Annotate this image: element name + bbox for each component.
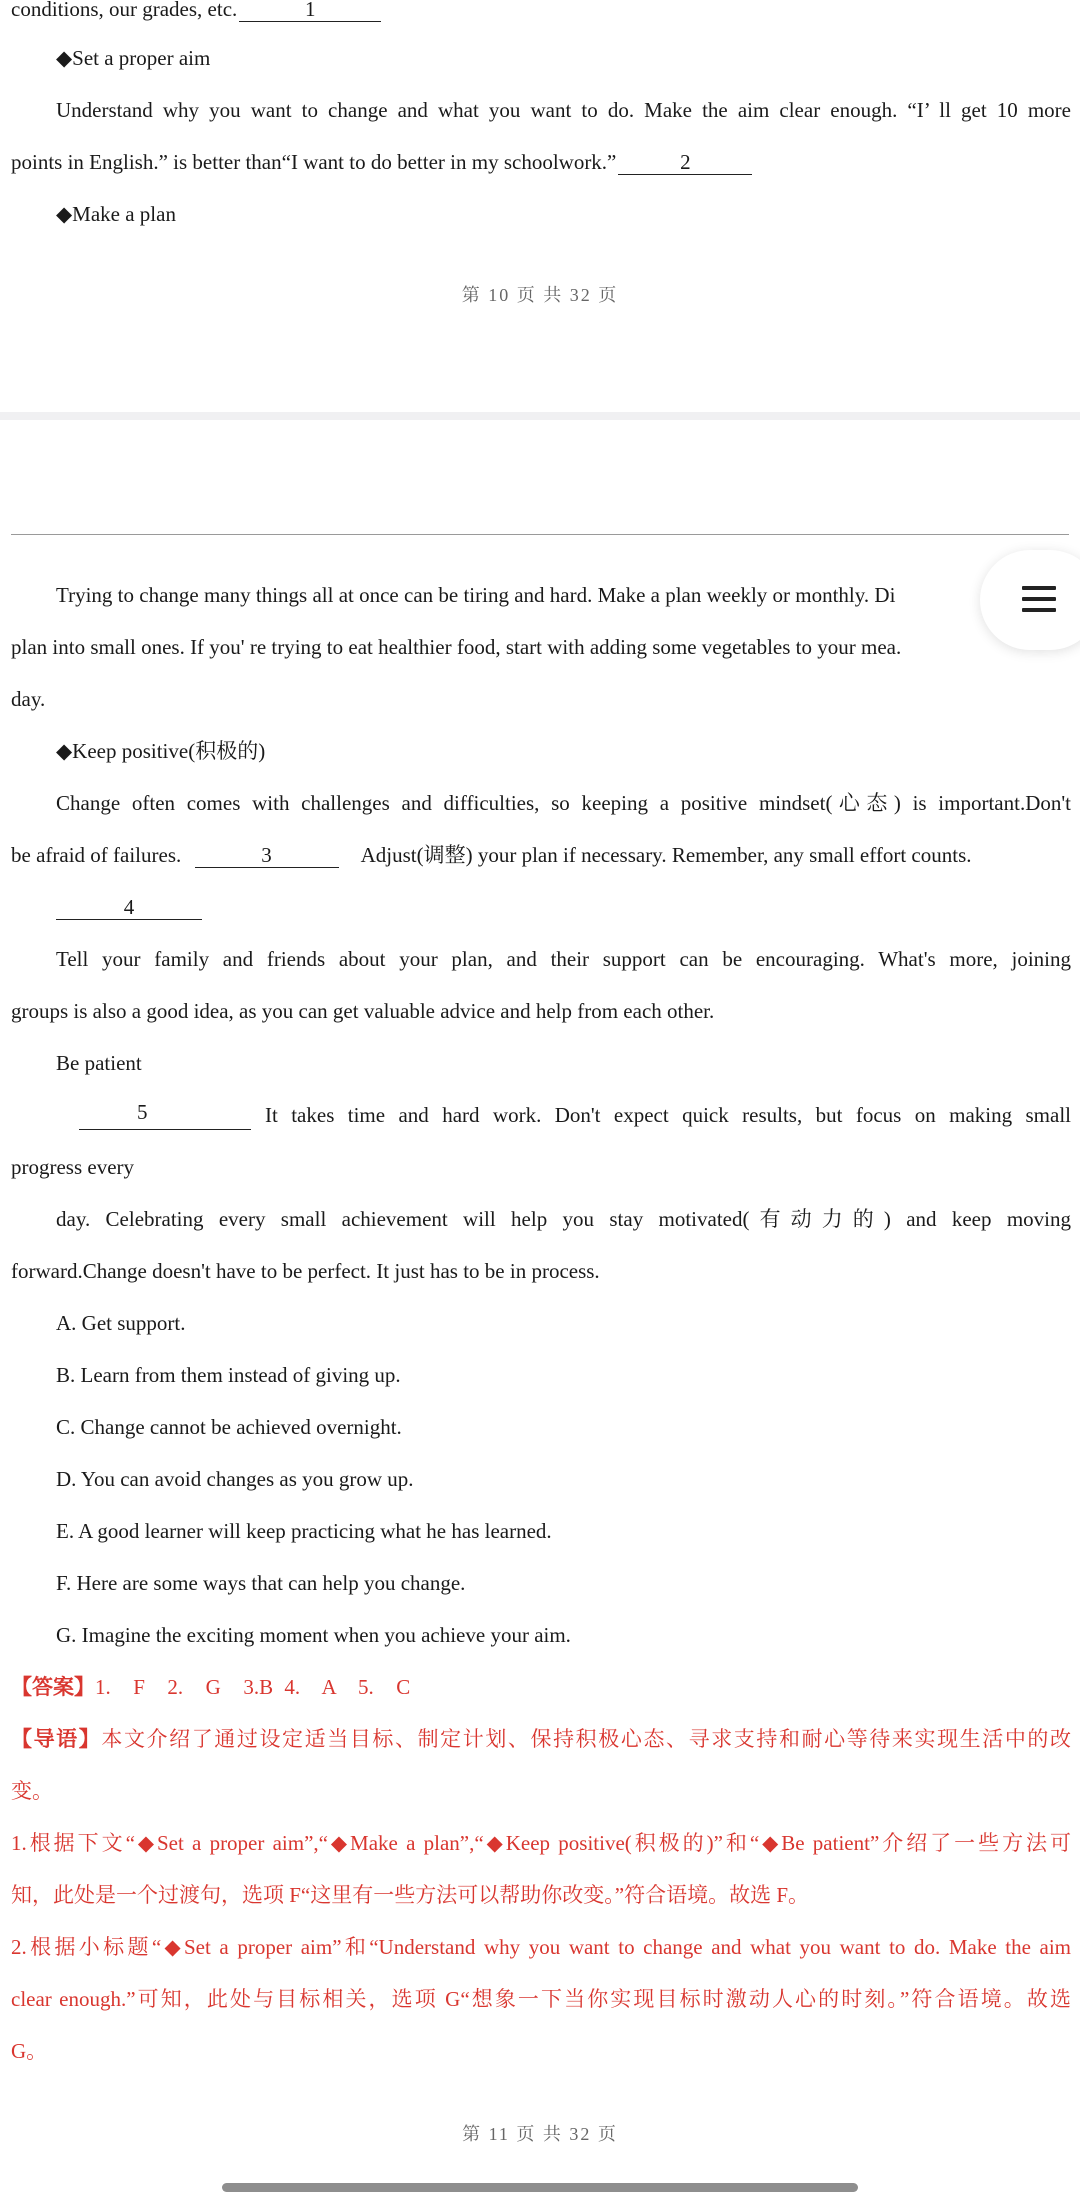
heading-set-aim: ◆Set a proper aim: [56, 46, 211, 70]
option-g: G. Imagine the exciting moment when you achieve your aim.: [56, 1623, 571, 1647]
guide-line: 变。: [11, 1779, 53, 1803]
text-line: forward.Change doesn't have to be perfect. It just has to be in process.: [11, 1259, 600, 1283]
answer-values: 1. F 2. G 3.B 4. A 5. C: [95, 1675, 411, 1699]
document-page-11: [0, 420, 1080, 2199]
answer-blank-4: 4: [56, 895, 202, 920]
guide-tag: 【导语】: [11, 1727, 102, 1751]
answer-tag: 【答案】: [11, 1675, 95, 1699]
menu-button[interactable]: [980, 550, 1080, 650]
explanation-2: G。: [11, 2039, 48, 2063]
guide-line: 【导语】本文介绍了通过设定适当目标、制定计划、保持积极心态、寻求支持和耐心等待来实现生活中的改: [11, 1727, 1072, 1751]
hamburger-icon: [1022, 586, 1056, 619]
text-line: Tell your family and friends about your plan, and their support can be encouraging. What's more, joining: [56, 947, 1071, 971]
explanation-1: 知，此处是一个过渡句，选项 F“这里有一些方法可以帮助你改变。”符合语境。故选 F。: [11, 1883, 809, 1907]
heading-make-plan: ◆Make a plan: [56, 202, 176, 226]
text-line: points in English.” is better than“I want to do better in my schoolwork.” 2: [11, 147, 1071, 177]
option-d: D. You can avoid changes as you grow up.: [56, 1467, 414, 1491]
text-line: Understand why you want to change and what you want to do. Make the aim clear enough. “I’ ll get 10 more: [56, 98, 1071, 122]
text-line: groups is also a good idea, as you can get valuable advice and help from each other.: [11, 999, 715, 1023]
heading-keep-positive: ◆Keep positive(积极的): [56, 739, 266, 763]
text-line: day. Celebrating every small achievement will help you stay motivated(有动力的) and keep moving: [56, 1207, 1071, 1231]
text-line: progress every: [11, 1155, 135, 1179]
document-page-10: [0, 0, 1080, 412]
header-divider: [11, 534, 1069, 535]
page-gap: [0, 412, 1080, 420]
heading-be-patient: Be patient: [56, 1051, 142, 1075]
text-line: day.: [11, 687, 46, 711]
answer-blank-1: 1: [239, 0, 381, 22]
text-line: Change often comes with challenges and difficulties, so keeping a positive mindset(心态) is important.Don't: [56, 791, 1071, 815]
answer-blank-5: 5: [79, 1100, 251, 1130]
page-footer: 第 11 页 共 32 页: [462, 2124, 618, 2144]
option-b: B. Learn from them instead of giving up.: [56, 1363, 401, 1387]
answer-blank-2: 2: [618, 150, 752, 175]
text-line: [56, 892, 1071, 922]
answer-line: [11, 1672, 1071, 1702]
explanation-2: clear enough.”可知，此处与目标相关，选项 G“想象一下当你实现目标时激动人心的时刻。”符合语境。故选: [11, 1987, 1071, 2011]
option-a: A. Get support.: [56, 1311, 186, 1335]
home-indicator[interactable]: [222, 2183, 858, 2192]
answer-blank-3: 3: [195, 843, 339, 868]
text-line: conditions, our grades, etc. 1: [11, 0, 1071, 24]
option-e: E. A good learner will keep practicing what he has learned.: [56, 1519, 552, 1543]
text-line: be afraid of failures. 3 Adjust(调整) your plan if necessary. Remember, any small effort counts.: [11, 843, 972, 867]
option-c: C. Change cannot be achieved overnight.: [56, 1415, 402, 1439]
page-footer: 第 10 页 共 32 页: [461, 285, 619, 305]
explanation-1: 1.根据下文“◆Set a proper aim”,“◆Make a plan”,“◆Keep positive(积极的)”和“◆Be patient”介绍了一些方法可: [11, 1831, 1071, 1855]
explanation-2: 2.根据小标题“◆Set a proper aim”和“Understand why you want to change and what you want to do. Make the aim: [11, 1935, 1071, 1959]
text-line: plan into small ones. If you' re trying to eat healthier food, start with adding some vegetables to your mea.: [11, 635, 902, 659]
option-f: F. Here are some ways that can help you change.: [56, 1571, 466, 1595]
text-line: 5 It takes time and hard work. Don't expect quick results, but focus on making small: [79, 1100, 1071, 1130]
text-line: Trying to change many things all at once can be tiring and hard. Make a plan weekly or monthly. Di: [56, 583, 896, 607]
